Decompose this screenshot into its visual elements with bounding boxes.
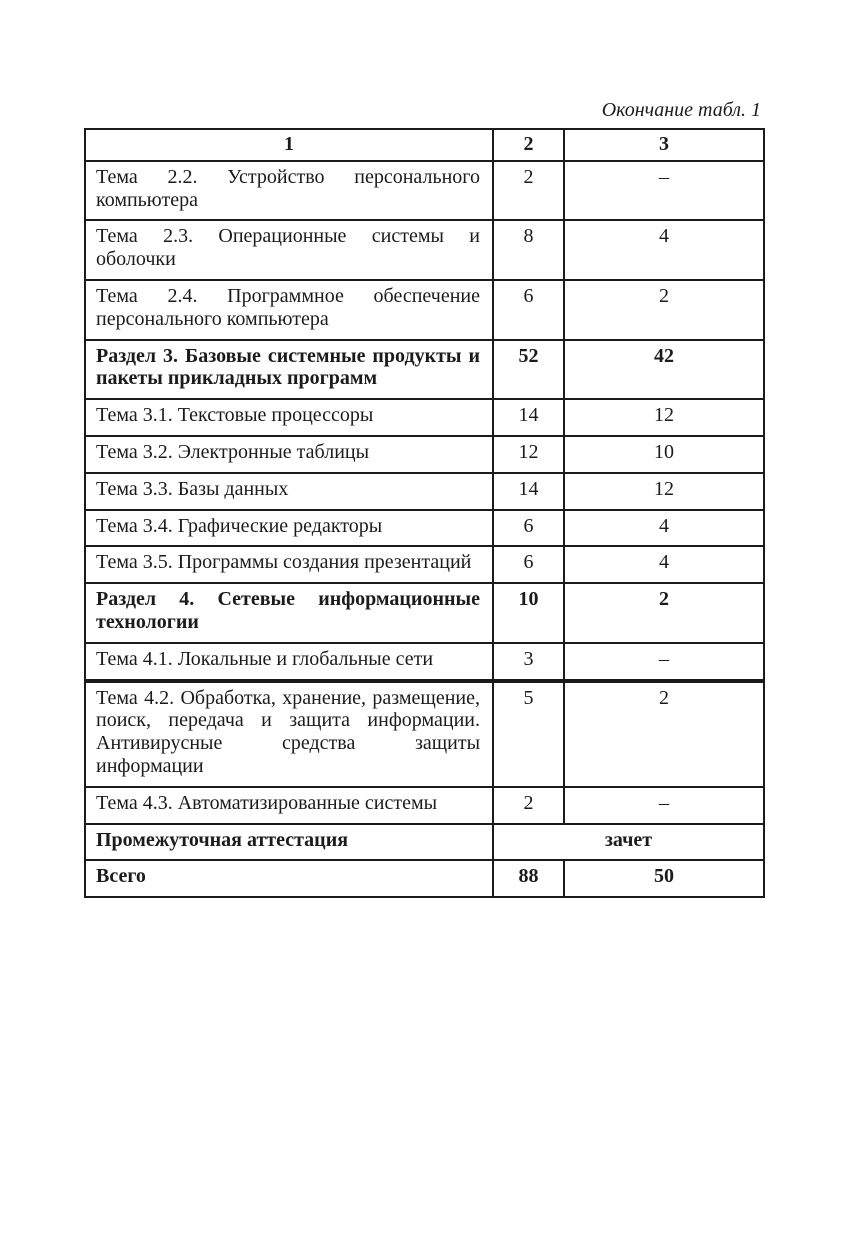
col2-value: 6 bbox=[493, 280, 564, 340]
table-row bbox=[85, 473, 764, 510]
table-row bbox=[85, 340, 764, 400]
row-label: Всего bbox=[85, 860, 493, 897]
col2-value: 5 bbox=[493, 681, 564, 787]
header-row bbox=[85, 129, 764, 161]
col2-value: 8 bbox=[493, 220, 564, 280]
col3-value: – bbox=[564, 643, 764, 681]
curriculum-table bbox=[84, 128, 765, 898]
table-body bbox=[85, 161, 764, 897]
col3-value: 12 bbox=[564, 399, 764, 436]
row-label: Тема 3.4. Графические редакторы bbox=[85, 510, 493, 547]
table-row bbox=[85, 787, 764, 824]
row-label: Тема 4.1. Локальные и глобальные сети bbox=[85, 643, 493, 681]
table-row bbox=[85, 643, 764, 681]
col3-value: – bbox=[564, 161, 764, 221]
row-label: Раздел 4. Сетевые информационные технологии bbox=[85, 583, 493, 643]
table-row bbox=[85, 436, 764, 473]
row-label: Тема 2.4. Программное обеспечение персонального компьютера bbox=[85, 280, 493, 340]
row-label: Тема 4.3. Автоматизированные системы bbox=[85, 787, 493, 824]
col3-value: 4 bbox=[564, 510, 764, 547]
col2-value: 88 bbox=[493, 860, 564, 897]
col3-value: 2 bbox=[564, 681, 764, 787]
table-continuation-caption: Окончание табл. 1 bbox=[601, 99, 761, 121]
col2-value: 3 bbox=[493, 643, 564, 681]
col2-value: 12 bbox=[493, 436, 564, 473]
col3-value: 42 bbox=[564, 340, 764, 400]
row-label: Раздел 3. Базовые системные продукты и пакеты прикладных программ bbox=[85, 340, 493, 400]
table-row bbox=[85, 681, 764, 787]
col3-value: 50 bbox=[564, 860, 764, 897]
table-row bbox=[85, 280, 764, 340]
row-label: Тема 4.2. Обработка, хранение, размещение, поиск, передача и защита информации. Антивирусные средства защиты информации bbox=[85, 681, 493, 787]
row-label: Тема 3.5. Программы создания презентаций bbox=[85, 546, 493, 583]
row-label: Тема 2.3. Операционные системы и оболочки bbox=[85, 220, 493, 280]
table-row bbox=[85, 220, 764, 280]
col3-value: 4 bbox=[564, 220, 764, 280]
col2-value: 6 bbox=[493, 510, 564, 547]
column-header-1: 1 bbox=[85, 129, 493, 161]
col2-value: 52 bbox=[493, 340, 564, 400]
row-label: Тема 2.2. Устройство персонального компьютера bbox=[85, 161, 493, 221]
col2-value: 14 bbox=[493, 399, 564, 436]
col3-value: 2 bbox=[564, 280, 764, 340]
table-row bbox=[85, 824, 764, 861]
col3-value: 2 bbox=[564, 583, 764, 643]
col2-value: 14 bbox=[493, 473, 564, 510]
table-row bbox=[85, 546, 764, 583]
column-header-3: 3 bbox=[564, 129, 764, 161]
merged-value: зачет bbox=[493, 824, 764, 861]
col3-value: 12 bbox=[564, 473, 764, 510]
page-content bbox=[84, 99, 763, 898]
col3-value: 4 bbox=[564, 546, 764, 583]
col3-value: 10 bbox=[564, 436, 764, 473]
table-row bbox=[85, 399, 764, 436]
col2-value: 6 bbox=[493, 546, 564, 583]
row-label: Тема 3.1. Текстовые процессоры bbox=[85, 399, 493, 436]
table-row bbox=[85, 510, 764, 547]
table-row bbox=[85, 860, 764, 897]
col3-value: – bbox=[564, 787, 764, 824]
table-row bbox=[85, 161, 764, 221]
col2-value: 10 bbox=[493, 583, 564, 643]
row-label: Тема 3.2. Электронные таблицы bbox=[85, 436, 493, 473]
row-label: Промежуточная аттестация bbox=[85, 824, 493, 861]
col2-value: 2 bbox=[493, 787, 564, 824]
column-header-2: 2 bbox=[493, 129, 564, 161]
row-label: Тема 3.3. Базы данных bbox=[85, 473, 493, 510]
table-row bbox=[85, 583, 764, 643]
col2-value: 2 bbox=[493, 161, 564, 221]
